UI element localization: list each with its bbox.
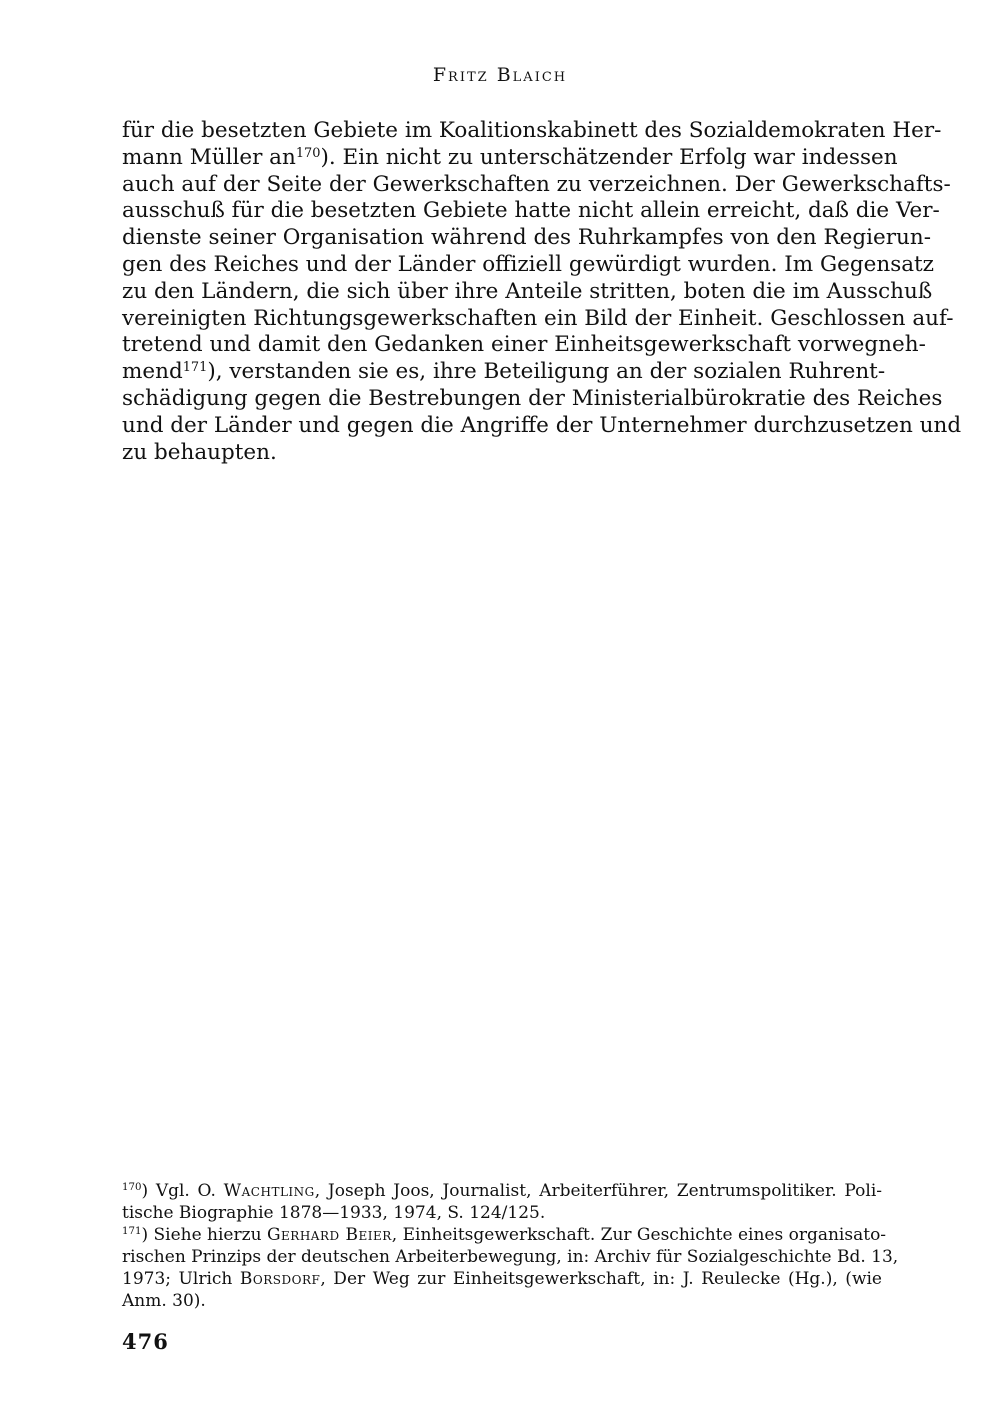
body-line: zu den Ländern, die sich über ihre Anteile stritten, boten die im Ausschuß — [122, 278, 933, 304]
body-line: vereinigten Richtungsgewerkschaften ein Bild der Einheit. Geschlossen auf- — [122, 305, 954, 331]
body-line: tretend und damit den Gedanken einer Einheitsgewerkschaft vorwegneh- — [122, 332, 926, 358]
footnote-line: Anm. 30). — [122, 1291, 206, 1311]
footnote-171: $^{171}$) Siehe hierzu Gerhard Beier, Einheitsgewerkschaft. Zur Geschichte eines organisato- — [122, 1225, 887, 1245]
body-line: auch auf der Seite der Gewerkschaften zu verzeichnen. Der Gewerkschafts- — [122, 171, 951, 197]
author-name: Borsdorf — [239, 1269, 321, 1289]
body-line: mend$^{171}$), verstanden sie es, ihre Beteiligung an der sozialen Ruhrent- — [122, 359, 886, 385]
body-text — [122, 118, 962, 466]
body-line: zu behaupten. — [122, 439, 277, 465]
footnote-line: 1973; Ulrich Borsdorf, Der Weg zur Einheitsgewerkschaft, in: J. Reulecke (Hg.), (wie — [122, 1269, 882, 1289]
body-line: mann Müller $an^{170}$). Ein nicht zu unterschätzender Erfolg war indessen — [122, 144, 898, 170]
footnote-ref-171[interactable]: 171 — [182, 360, 208, 376]
body-line: dienste seiner Organisation während des Ruhrkampfes von den Regierun- — [122, 225, 931, 251]
author-name: Gerhard Beier — [266, 1225, 392, 1245]
footnotes — [122, 1180, 899, 1312]
running-head: Fritz Blaich — [432, 64, 568, 86]
body-line: und der Länder und gegen die Angriffe der Unternehmer durchzusetzen und — [122, 412, 962, 438]
body-line: ausschuß für die besetzten Gebiete hatte nicht allein erreicht, daß die Ver- — [122, 198, 940, 224]
footnote-line: rischen Prinzips der deutschen Arbeiterbewegung, in: Archiv für Sozialgeschichte Bd. 13, — [122, 1247, 899, 1267]
page-number: 476 — [122, 1329, 169, 1354]
footnote-170: $^{170}$) Vgl. O. Wachtling, Joseph Joos, Journalist, Arbeiterführer, Zentrumspolitiker. Poli- — [122, 1181, 882, 1201]
footnote-line: tische Biographie 1878—1933, 1974, S. 124/125. — [122, 1203, 546, 1223]
footnote-ref-170[interactable]: 170 — [295, 145, 321, 161]
body-line: gen des Reiches und der Länder offiziell gewürdigt wurden. Im Gegensatz — [122, 251, 935, 277]
body-line: für die besetzten Gebiete im Koalitionskabinett des Sozialdemokraten Her- — [122, 118, 942, 143]
author-name: Wachtling — [223, 1181, 315, 1201]
footnote-marker: 170 — [122, 1182, 142, 1194]
footnote-marker: 171 — [122, 1226, 142, 1238]
body-line: schädigung gegen die Bestrebungen der Ministerialbürokratie des Reiches — [122, 385, 943, 411]
